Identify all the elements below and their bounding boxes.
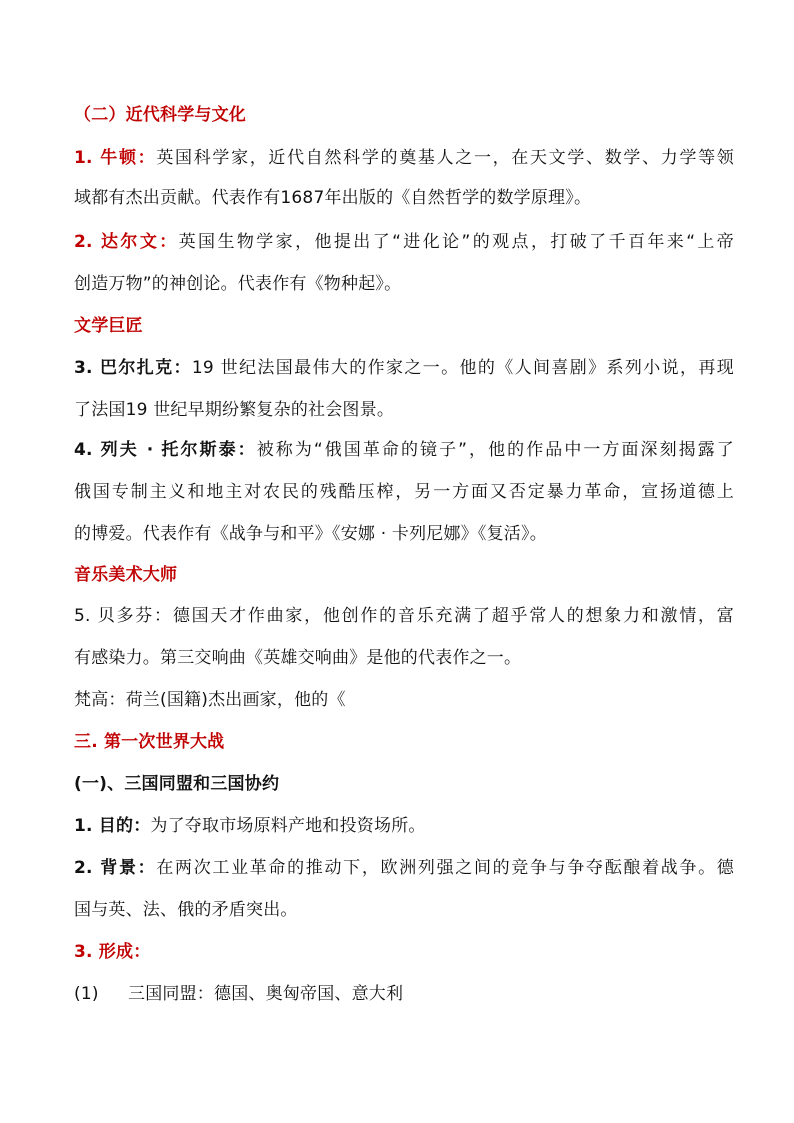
newton-line-2: 域都有杰出贡献。代表作有1687年出版的《自然哲学的数学原理》。: [74, 188, 592, 208]
purpose-line: [74, 814, 734, 838]
triple-alliance-line: [74, 982, 734, 1006]
darwin-line-2: 创造万物”的神创论。代表作有《物种起》。: [74, 274, 402, 294]
music-art-heading: 音乐美术大师: [74, 565, 178, 585]
section-heading-modern-science: （二）近代科学与文化: [74, 105, 246, 125]
darwin-line-1: [74, 230, 734, 254]
balzac-text-1: 19 世纪法国最伟大的作家之一。他的《人间喜剧》系列小说，再现: [191, 358, 734, 378]
background-line-1: [74, 856, 734, 880]
beethoven-line-1: 5. 贝多芬：德国天才作曲家，他创作的音乐充满了超乎常人的想象力和激情，富: [74, 606, 734, 626]
background-line-2: 国与英、法、俄的矛盾突出。: [74, 900, 298, 920]
balzac-line-2: 了法国19 世纪早期纷繁复杂的社会图景。: [74, 400, 395, 420]
tolstoy-text-1: 被称为“俄国革命的镜子”，他的作品中一方面深刻揭露了: [256, 440, 734, 460]
triple-alliance-num: (1): [74, 984, 99, 1004]
subsection-alliances: (一)、三国同盟和三国协约: [74, 774, 280, 794]
balzac-label: 3. 巴尔扎克：: [74, 358, 192, 378]
newton-label: 1. 牛顿：: [74, 148, 157, 168]
tolstoy-label: 4. 列夫 · 托尔斯泰：: [74, 440, 257, 460]
darwin-text-1: 英国生物学家，他提出了“进化论”的观点，打破了千百年来“上帝: [178, 232, 735, 252]
background-text-1: 在两次工业革命的推动下，欧洲列强之间的竞争与争夺酝酿着战争。德: [156, 858, 735, 878]
background-label: 2. 背景：: [74, 858, 157, 878]
balzac-line-1: [74, 356, 734, 380]
tolstoy-line-3: 的博爱。代表作有《战争与和平》《安娜 · 卡列尼娜》《复活》。: [74, 524, 547, 544]
van-gogh-line: 梵高：荷兰(国籍)杰出画家，他的《: [74, 690, 346, 710]
purpose-text: 为了夺取市场原料产地和投资场所。: [150, 816, 426, 836]
formation-label: 3. 形成：: [74, 942, 151, 962]
tolstoy-line-2: 俄国专制主义和地主对农民的残酷压榨，另一方面又否定暴力革命，宣扬道德上: [74, 482, 734, 502]
darwin-label: 2. 达尔文：: [74, 232, 179, 252]
newton-text-1: 英国科学家，近代自然科学的奠基人之一，在天文学、数学、力学等领: [156, 148, 735, 168]
literature-heading: 文学巨匠: [74, 316, 143, 336]
triple-alliance-text: 三国同盟：德国、奥匈帝国、意大利: [128, 984, 404, 1004]
section-heading-ww1: 三. 第一次世界大战: [74, 732, 225, 752]
tolstoy-line-1: [74, 438, 734, 462]
newton-line-1: [74, 146, 734, 170]
beethoven-line-2: 有感染力。第三交响曲《英雄交响曲》是他的代表作之一。: [74, 648, 522, 668]
purpose-label: 1. 目的：: [74, 816, 151, 836]
